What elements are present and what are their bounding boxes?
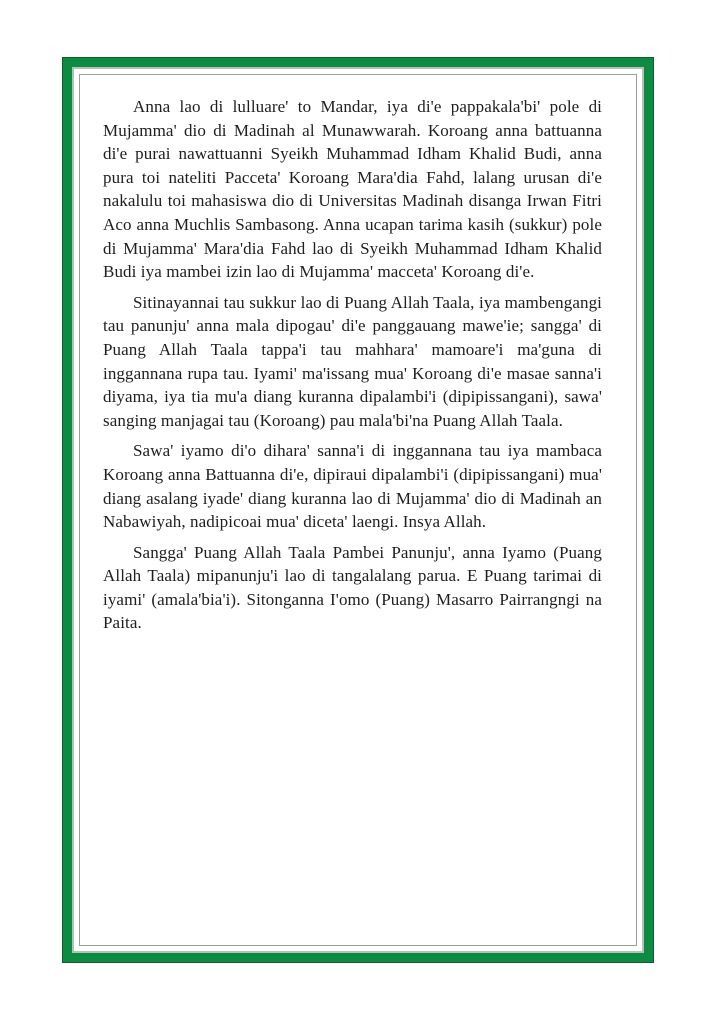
decorative-frame-white-gap xyxy=(74,69,642,951)
paragraph-1: Anna lao di lulluare' to Mandar, iya di'e pappakala'bi' pole di Mujamma' dio di Madinah al Munawwarah. Koroang anna battuanna di'e purai nawattuanni Syeikh Muhammad Idham Khalid Budi, anna pura toi nateliti Pacceta' Koroang Mara'dia Fahd, lalang urusan di'e nakalulu toi mahasiswa dio di Universitas Madinah disanga Irwan Fitri Aco anna Muchlis Sambasong. Anna ucapan tarima kasih (sukkur) pole di Mujamma' Mara'dia Fahd lao di Syeikh Muhammad Idham Khalid Budi iya mambei izin lao di Mujamma' macceta' Koroang di'e. xyxy=(103,97,602,282)
paragraph-3: Sawa' iyamo di'o dihara' sanna'i di inggannana tau iya mambaca Koroang anna Battuanna di'e, dipiraui dipalambi'i (dipipissangani) mua' diang asalang iyade' diang kuranna lao di Mujamma' dio di Madinah an Nabawiyah, nadipicoai mua' diceta' laengi. Insya Allah. xyxy=(103,441,602,532)
decorative-frame-green-band xyxy=(63,58,653,962)
page-text-area xyxy=(80,75,636,945)
decorative-frame-sage-rule xyxy=(72,67,644,953)
paragraph-4: Sangga' Puang Allah Taala Pambei Panunju', anna Iyamo (Puang Allah Taala) mipanunju'i lao di tangalalang parua. E Puang tarimai di iyami' (amala'bia'i). Sitonganna I'omo (Puang) Masarro Pairrangngi na Paita. xyxy=(103,542,602,633)
paragraph-2: Sitinayannai tau sukkur lao di Puang Allah Taala, iya mambengangi tau panunju' anna mala dipogau' di'e panggauang mawe'ie; sangga' di Puang Allah Taala tappa'i tau mahhara' mamoare'i ma'guna di inggannana rupa tau. Iyami' ma'issang mua' Koroang di'e masae sanna'i diyama, iya tia mu'a diang kuranna dipalambi'i (dipipissangani), sawa' sanging manjagai tau (Koroang) pau mala'bi'na Puang Allah Taala. xyxy=(103,292,602,430)
decorative-frame-inner-rule xyxy=(79,74,637,946)
decorative-frame-outline xyxy=(62,57,654,963)
